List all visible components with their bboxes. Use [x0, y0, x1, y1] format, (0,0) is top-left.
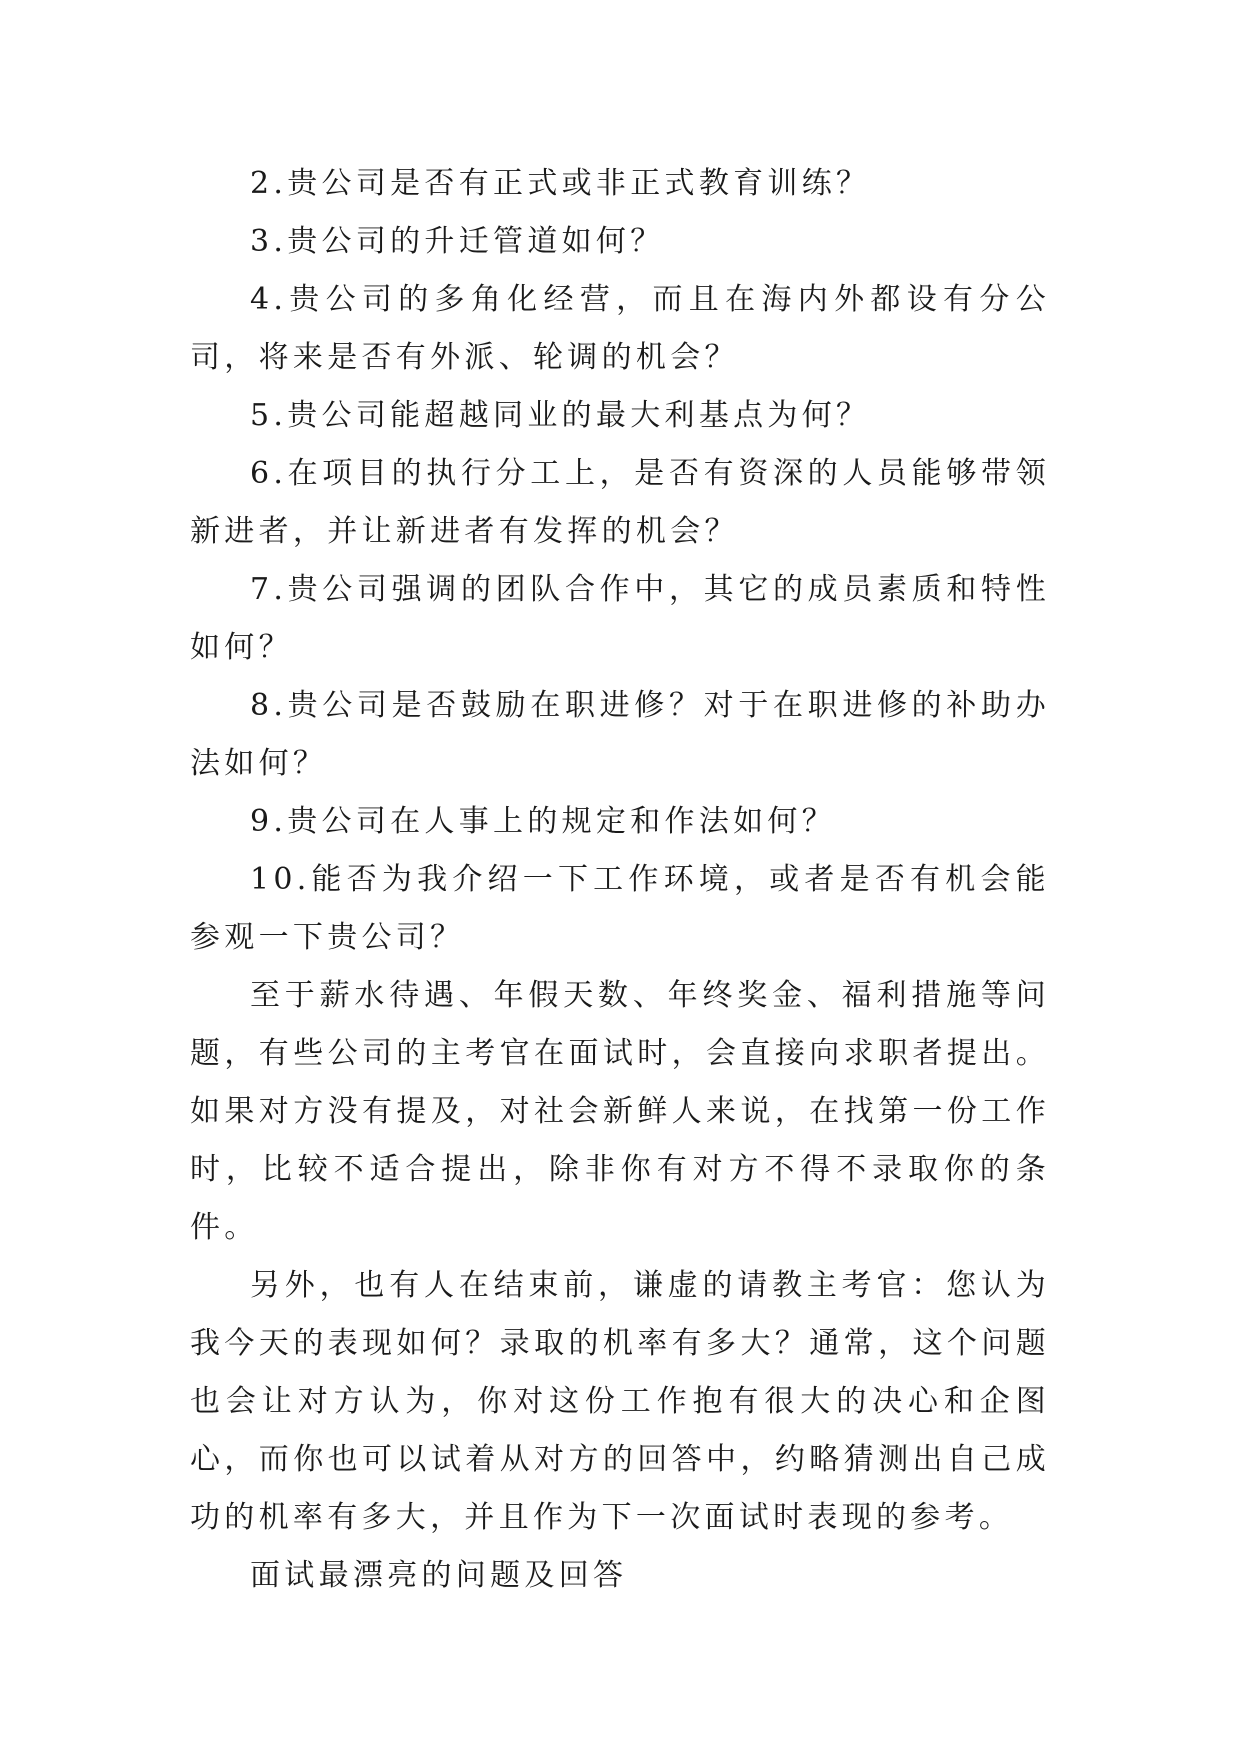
- question-9: 9.贵公司在人事上的规定和作法如何？: [250, 804, 837, 839]
- section-heading: 面试最漂亮的问题及回答: [250, 1558, 628, 1593]
- salary-paragraph: 至于薪水待遇、年假天数、年终奖金、福利措施等问题，有些公司的主考官在面试时，会直接向求职者提出。如果对方没有提及，对社会新鲜人来说，在找第一份工作时，比较不适合提出，除非你有对方不得不录取你的条件。: [190, 978, 1050, 1245]
- question-6: 6.在项目的执行分工上，是否有资深的人员能够带领新进者，并让新进者有发挥的机会？: [190, 456, 1050, 549]
- question-4: 4.贵公司的多角化经营，而且在海内外都设有分公司，将来是否有外派、轮调的机会？: [190, 282, 1050, 375]
- question-10: 10.能否为我介绍一下工作环境，或者是否有机会能参观一下贵公司？: [190, 862, 1050, 955]
- question-5: 5.贵公司能超越同业的最大利基点为何？: [250, 398, 871, 433]
- closing-paragraph: 另外，也有人在结束前，谦虚的请教主考官：您认为我今天的表现如何？录取的机率有多大？通常，这个问题也会让对方认为，你对这份工作抱有很大的决心和企图心，而你也可以试着从对方的回答中，约略猜测出自己成功的机率有多大，并且作为下一次面试时表现的参考。: [190, 1268, 1050, 1535]
- document-body: [190, 155, 1050, 1605]
- question-8: 8.贵公司是否鼓励在职进修？对于在职进修的补助办法如何？: [190, 688, 1050, 781]
- question-7: 7.贵公司强调的团队合作中，其它的成员素质和特性如何？: [190, 572, 1050, 665]
- question-3: 3.贵公司的升迁管道如何？: [250, 224, 665, 259]
- question-2: 2.贵公司是否有正式或非正式教育训练？: [250, 166, 871, 201]
